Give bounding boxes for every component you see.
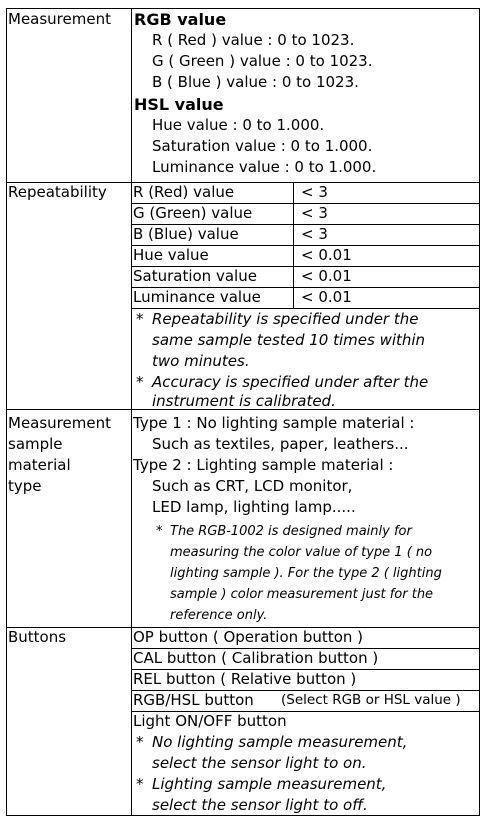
light-note-line: select the sensor light to on. (152, 754, 367, 772)
hsl-range-line: Hue value : 0 to 1.000. (152, 116, 325, 134)
sample-note-line: sample ) color measurement just for the (170, 587, 434, 602)
label-column-divider (131, 8, 132, 816)
repeatability-item-name: G (Green) value (133, 204, 253, 222)
accuracy-note-line: Accuracy is specified under after the (152, 373, 429, 391)
sample-type-label: Measurement (8, 414, 111, 432)
sample-type-label: sample (8, 435, 63, 453)
hsl-value-heading: HSL value (134, 95, 224, 114)
repeatability-item-value: < 3 (301, 225, 328, 243)
sample-type-label: type (8, 477, 42, 495)
light-button-item: Light ON/OFF button (133, 712, 287, 730)
type1-heading: Type 1 : No lighting sample material : (133, 414, 415, 432)
repeatability-item-value: < 3 (301, 204, 328, 222)
repeatability-item-value: < 0.01 (301, 246, 352, 264)
sample-type-label: material (8, 456, 71, 474)
type1-examples: Such as textiles, paper, leathers... (152, 435, 409, 453)
repeatability-note-line: Repeatability is specified under the (152, 310, 419, 328)
repeatability-note-line: same sample tested 10 times within (152, 331, 426, 349)
rgb-range-line: R ( Red ) value : 0 to 1023. (152, 31, 355, 49)
repeatability-label: Repeatability (8, 183, 107, 201)
repeatability-item-name: Saturation value (133, 267, 257, 285)
repeatability-item-name: R (Red) value (133, 183, 235, 201)
repeatability-item-value: < 0.01 (301, 267, 352, 285)
sample-note-line: measuring the color value of type 1 ( no (170, 545, 433, 560)
rgb-value-heading: RGB value (134, 10, 227, 29)
rgb-range-line: G ( Green ) value : 0 to 1023. (152, 52, 373, 70)
type2-examples: Such as CRT, LCD monitor, (152, 477, 353, 495)
sample-note-line: lighting sample ). For the type 2 ( lighting (170, 566, 442, 581)
button-item: REL button ( Relative button ) (133, 670, 357, 688)
repeatability-item-name: B (Blue) value (133, 225, 239, 243)
light-note-line: No lighting sample measurement, (152, 733, 408, 751)
buttons-label: Buttons (8, 628, 67, 646)
sample-note-line: The RGB-1002 is designed mainly for (170, 524, 412, 539)
note-star: * (136, 310, 144, 328)
repeatability-item-name: Luminance value (133, 288, 261, 306)
repeatability-item-value: < 0.01 (301, 288, 352, 306)
accuracy-note-line: instrument is calibrated. (152, 392, 336, 410)
rgb-hsl-button-item: RGB/HSL button (133, 691, 254, 709)
note-star: * (136, 775, 144, 793)
button-item: CAL button ( Calibration button ) (133, 649, 379, 667)
note-star: * (136, 373, 144, 391)
light-note-line: Lighting sample measurement, (152, 775, 387, 793)
repeatability-item-value: < 3 (301, 183, 328, 201)
measurement-label: Measurement (8, 10, 111, 28)
light-note-line: select the sensor light to off. (152, 796, 368, 814)
rgb-range-line: B ( Blue ) value : 0 to 1023. (152, 73, 359, 91)
button-item: OP button ( Operation button ) (133, 628, 363, 646)
note-star: * (136, 733, 144, 751)
type2-heading: Type 2 : Lighting sample material : (133, 456, 394, 474)
rgb-hsl-button-desc: (Select RGB or HSL value ) (281, 692, 461, 708)
sample-note-line: reference only. (170, 608, 268, 623)
repeatability-item-name: Hue value (133, 246, 209, 264)
note-star: * (156, 524, 163, 539)
hsl-range-line: Luminance value : 0 to 1.000. (152, 158, 377, 176)
specification-table (6, 8, 480, 816)
repeatability-note-line: two minutes. (152, 352, 250, 370)
hsl-range-line: Saturation value : 0 to 1.000. (152, 137, 373, 155)
type2-examples: LED lamp, lighting lamp..... (152, 498, 356, 516)
